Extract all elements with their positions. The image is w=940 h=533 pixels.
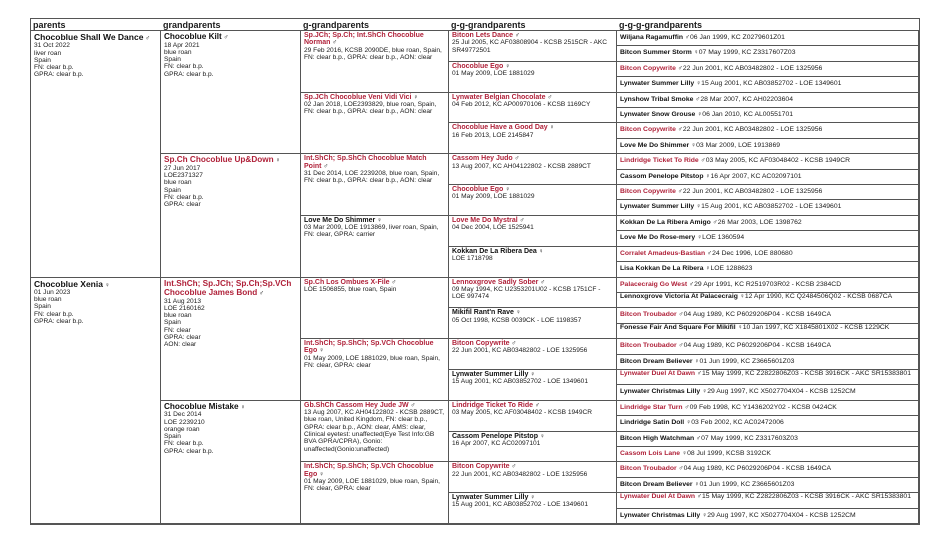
dog-detail-line: GPRA: clear b.p. — [34, 317, 84, 325]
dog-name[interactable]: Bitcon Troubador — [620, 342, 677, 350]
dog-cell-gen5 — [617, 447, 919, 462]
dog-details: 01 May 2009, LOE 1881029 — [452, 70, 535, 78]
dog-cell-gen4 — [449, 154, 617, 185]
dog-name[interactable]: Sp.Ch Los Ombues X-File — [304, 278, 390, 286]
dog-cell-gen3 — [301, 278, 449, 340]
dog-detail-line: Spain — [164, 186, 181, 194]
female-symbol-icon: ♀ — [104, 281, 110, 289]
dog-name[interactable]: Chocoblue Xenia — [34, 278, 103, 289]
dog-name[interactable]: Lynwater Snow Grouse — [620, 111, 696, 119]
dog-cell-gen5 — [617, 478, 919, 493]
dog-cell-gen3 — [301, 154, 449, 216]
dog-name[interactable]: Int.ShCh; Sp.ShCh; Sp.VCh Chocoblue Ego — [304, 463, 434, 478]
female-symbol-icon: ♀ — [539, 432, 545, 440]
dog-details: LOE 1506855, blue roan, Spain — [304, 285, 397, 293]
dog-details: 22 Jun 2001, KC AB03482802 - LOE 1325956 — [682, 126, 823, 134]
dog-name[interactable]: Int.ShCh; Sp.JCh; Sp.Ch;Sp.VCh Chocoblue James Bond — [164, 278, 292, 297]
dog-cell-gen4 — [449, 493, 617, 524]
dog-name[interactable]: Palacecraig Go West — [620, 280, 688, 288]
dog-cell-gen4 — [449, 401, 617, 432]
dog-details: 15 May 1999, KC Z2822806Z03 - KCSB 3916CK - AKC SR15383801 — [702, 493, 911, 501]
male-symbol-icon: ♂ — [391, 278, 397, 286]
dog-details: 01 Jun 1999, KC Z3665601Z03 — [699, 480, 795, 488]
dog-details: 15 May 1999, KC Z2822806Z03 - KCSB 3916CK - AKC SR15383801 — [702, 369, 911, 377]
dog-details: 16 Feb 2013, LOE 2145847 — [452, 131, 534, 139]
dog-name[interactable]: Sp.JCh Chocoblue Veni Vidi Vici — [304, 93, 412, 101]
dog-detail-line: GPRA: clear — [164, 333, 201, 341]
male-symbol-icon: ♂ — [678, 342, 684, 350]
dog-name[interactable]: Chocoblue Ego — [452, 186, 504, 194]
dog-details: 29 Feb 2016, KCSB 2090DE, blue roan, Spain, FN: clear b.p., GPRA: clear b.p., AON: clear — [304, 46, 442, 61]
male-symbol-icon: ♂ — [514, 32, 520, 39]
dog-detail-line: FN: clear b.p. — [164, 440, 204, 448]
dog-cell-gen2 — [161, 278, 301, 401]
male-symbol-icon: ♂ — [511, 463, 517, 471]
female-symbol-icon: ♀ — [696, 203, 702, 211]
dog-name[interactable]: Lennoxgrove Victoria At Palacecraig — [620, 292, 738, 300]
dog-name[interactable]: Corralet Amadeus-Bastian — [620, 249, 706, 257]
dog-name[interactable]: Lynwater Christmas Lilly — [620, 388, 701, 396]
dog-cell-gen4 — [449, 185, 617, 216]
dog-name[interactable]: Cassom Penelope Pitstop — [452, 432, 538, 440]
dog-details: 03 Mar 2009, LOE 1913869, liver roan, Spain, FN: clear, GPRA: carrier — [304, 224, 439, 239]
dog-details: 15 Aug 2001, KC AB03852702 - LOE 1349601 — [452, 501, 589, 509]
female-symbol-icon: ♀ — [515, 309, 521, 317]
dog-name[interactable]: Lennoxgrove Sadly Sober — [452, 278, 539, 286]
dog-cell-gen5 — [617, 370, 919, 385]
dog-details: 04 Aug 1989, KC P6029206P04 - KCSB 1649CA — [683, 342, 832, 350]
female-symbol-icon: ♀ — [691, 141, 697, 149]
dog-details: 01 May 2009, LOE 1881029, blue roan, Spain, FN: clear, GPRA: clear — [304, 477, 441, 493]
dog-details: 10 Jan 1997, KC X1845801X02 - KCSB 1229CK — [742, 323, 890, 331]
dog-details: 13 Aug 2007, KC AH04122802 - KCSB 2889CT — [452, 162, 591, 170]
dog-cell-gen5 — [617, 262, 919, 277]
female-symbol-icon: ♀ — [702, 511, 708, 519]
male-symbol-icon: ♂ — [696, 434, 702, 442]
female-symbol-icon: ♀ — [694, 357, 700, 365]
dog-name[interactable]: Bitcon Copywrite — [452, 340, 510, 348]
dog-name[interactable]: Bitcon High Watchman — [620, 434, 695, 442]
dog-details: 01 May 2009, LOE 1881029, blue roan, Spain, FN: clear, GPRA: clear — [304, 354, 441, 370]
dog-name[interactable]: Love Me Do Rose-mery — [620, 234, 696, 242]
dog-details: 04 Aug 1989, KC P6029206P04 - KCSB 1649CA — [683, 465, 832, 473]
dog-detail-line: Spain — [164, 319, 181, 327]
dog-cell-gen5 — [617, 324, 919, 339]
dog-name[interactable]: Sp.JCh; Sp.Ch; Int.ShCh Chocoblue Norman — [304, 32, 424, 47]
male-symbol-icon: ♂ — [514, 155, 520, 163]
dog-name[interactable]: Love Me Do Shimmer — [620, 141, 690, 149]
male-symbol-icon: ♂ — [677, 188, 683, 196]
dog-details: 01 Jun 1999, KC Z3665601Z03 — [699, 357, 795, 365]
dog-cell-gen5 — [617, 509, 919, 524]
dog-detail-line: AON: clear — [164, 341, 197, 349]
dog-cell-gen3 — [301, 462, 449, 524]
male-symbol-icon: ♂ — [511, 340, 517, 348]
dog-details: 09 May 1994, KC U2353201U02 - KCSB 1751CF - LOE 997474 — [452, 285, 601, 301]
dog-name[interactable]: Lynwater Summer Lilly — [620, 80, 695, 88]
male-symbol-icon: ♂ — [707, 249, 713, 257]
male-symbol-icon: ♂ — [547, 93, 553, 101]
dog-details: 15 Aug 2001, KC AB03852702 - LOE 1349601 — [701, 80, 842, 88]
dog-detail-line: LOE 2239210 — [164, 418, 205, 426]
dog-name[interactable]: Lynshow Tribal Smoke — [620, 95, 694, 103]
dog-name[interactable]: Bitcon Lets Dance — [452, 32, 514, 39]
dog-name[interactable]: Bitcon Dream Believer — [620, 357, 693, 365]
dog-detail-line: 01 Jun 2023 — [34, 288, 71, 296]
male-symbol-icon: ♂ — [519, 216, 525, 224]
dog-details: 22 Jun 2001, KC AB03482802 - LOE 1325956 — [682, 64, 823, 72]
dog-detail-line: blue roan — [164, 312, 192, 320]
dog-name[interactable]: Int.ShCh; Sp.ShCh; Sp.VCh Chocoblue Ego — [304, 340, 434, 355]
female-symbol-icon: ♀ — [530, 370, 536, 378]
dog-detail-line: blue roan — [164, 48, 192, 56]
dog-cell-gen5 — [617, 401, 919, 416]
dog-cell-gen3 — [301, 93, 449, 155]
dog-details: 08 Jul 1999, KCSB 3192CK — [687, 449, 771, 457]
dog-detail-line: FN: clear — [164, 326, 191, 334]
dog-cell-gen5 — [617, 339, 919, 354]
female-symbol-icon: ♀ — [681, 449, 688, 457]
dog-detail-line: GPRA: clear b.p. — [164, 447, 214, 455]
dog-cell-gen4 — [449, 278, 617, 309]
dog-detail-line: blue roan — [164, 179, 192, 187]
dog-details: 26 Mar 2003, LOE 1398762 — [717, 218, 802, 226]
dog-name[interactable]: Bitcon Copywrite — [452, 463, 510, 471]
dog-cell-gen4 — [449, 339, 617, 370]
dog-cell-gen5 — [617, 46, 919, 61]
dog-details: 28 Mar 2007, KC AH02203604 — [700, 95, 793, 103]
dog-details: 24 Dec 1996, LOE 880680 — [712, 249, 793, 257]
dog-detail-line: liver roan — [34, 49, 62, 57]
male-symbol-icon: ♂ — [700, 157, 706, 165]
dog-name[interactable]: Cassom Penelope Pitstop — [620, 172, 704, 180]
dog-name[interactable]: Wiljana Ragamuffin — [620, 34, 684, 41]
dog-cell-gen2 — [161, 154, 301, 277]
dog-cell-gen5 — [617, 185, 919, 200]
dog-name[interactable]: Lisa Kokkan De La Ribera — [620, 265, 704, 273]
male-symbol-icon: ♂ — [677, 64, 683, 72]
female-symbol-icon: ♀ — [686, 419, 692, 427]
male-symbol-icon: ♂ — [540, 278, 546, 286]
dog-name[interactable]: Lindridge Ticket To Ride — [620, 157, 699, 165]
dog-details: LOE 1288623 — [710, 265, 753, 273]
header-grandparents: grandparents — [161, 19, 301, 31]
dog-cell-gen5 — [617, 31, 919, 46]
dog-details: 29 Apr 1991, KC R2519703R02 - KCSB 2384CD — [694, 280, 842, 288]
dog-cell-gen3 — [301, 216, 449, 278]
dog-name[interactable]: Mikifil Rant'n Rave — [452, 309, 514, 317]
male-symbol-icon: ♂ — [678, 465, 684, 473]
male-symbol-icon: ♂ — [677, 126, 683, 134]
dog-details: 12 Apr 1990, KC Q2484506Q02 - KCSB 0687CA — [744, 292, 893, 300]
dog-detail-line: Spain — [164, 56, 181, 64]
dog-details: 06 Jan 1999, KC Z0279601Z01 — [690, 34, 785, 41]
dog-details: 07 May 1999, KC Z3317603Z03 — [701, 434, 798, 442]
dog-name[interactable]: Lindridge Star Turn — [620, 403, 683, 411]
dog-cell-gen5 — [617, 432, 919, 447]
dog-name[interactable]: Lynwater Summer Lilly — [452, 370, 529, 378]
header-g-g-grandparents: g-g-grandparents — [449, 19, 617, 31]
dog-details: 15 Aug 2001, KC AB03852702 - LOE 1349601 — [701, 203, 842, 211]
dog-name[interactable]: Sp.Ch Chocoblue Up&Down — [164, 155, 274, 165]
dog-name[interactable]: Chocoblue Shall We Dance — [34, 32, 144, 42]
dog-detail-line: LOE 2160162 — [164, 304, 205, 312]
male-symbol-icon: ♂ — [695, 95, 701, 103]
dog-cell-gen1 — [31, 31, 161, 278]
dog-details: 04 Dec 2004, LOE 1525941 — [452, 224, 534, 232]
dog-cell-gen2 — [161, 401, 301, 524]
dog-detail-line: 31 Dec 2014 — [164, 411, 202, 419]
male-symbol-icon: ♂ — [410, 401, 416, 409]
dog-detail-line: LOE2371327 — [164, 172, 203, 180]
dog-cell-gen5 — [617, 216, 919, 231]
male-symbol-icon: ♂ — [323, 162, 329, 170]
dog-cell-gen4 — [449, 432, 617, 463]
dog-detail-line: blue roan — [34, 296, 62, 304]
dog-name[interactable]: Bitcon Copywrite — [620, 64, 676, 72]
female-symbol-icon: ♀ — [538, 247, 544, 255]
dog-name[interactable]: Lynwater Belgian Chocolate — [452, 93, 546, 101]
dog-cell-gen5 — [617, 139, 919, 154]
dog-detail-line: Spain — [34, 56, 51, 64]
male-symbol-icon: ♂ — [678, 311, 684, 319]
dog-name[interactable]: Int.ShCh; Sp.ShCh Chocoblue Match Point — [304, 155, 427, 170]
dog-cell-gen4 — [449, 462, 617, 493]
dog-name[interactable]: Bitcon Copywrite — [620, 126, 676, 134]
female-symbol-icon: ♀ — [505, 186, 511, 194]
female-symbol-icon: ♀ — [413, 93, 419, 101]
dog-detail-line: FN: clear b.p. — [34, 64, 74, 72]
dog-cell-gen4 — [449, 62, 617, 93]
dog-name[interactable]: Chocoblue Have a Good Day — [452, 124, 548, 132]
female-symbol-icon: ♀ — [737, 323, 743, 331]
dog-name[interactable]: Chocoblue Ego — [452, 62, 504, 70]
female-symbol-icon: ♀ — [549, 124, 555, 132]
dog-details: 03 May 2005, KC AF03048402 - KCSB 1949CR — [705, 157, 851, 165]
male-symbol-icon: ♂ — [684, 403, 690, 411]
male-symbol-icon: ♂ — [696, 369, 703, 377]
dog-cell-gen5 — [617, 93, 919, 108]
dog-cell-gen4 — [449, 93, 617, 124]
dog-details: 22 Jun 2001, KC AB03482802 - LOE 1325956 — [452, 470, 588, 478]
dog-details: 15 Aug 2001, KC AB03852702 - LOE 1349601 — [452, 378, 589, 386]
female-symbol-icon: ♀ — [739, 292, 745, 300]
female-symbol-icon: ♀ — [505, 62, 511, 70]
dog-details: 05 Oct 1998, KCSB 0039CK - LOE 1198357 — [452, 316, 582, 324]
dog-detail-line: FN: clear b.p. — [164, 193, 204, 201]
dog-cell-gen5 — [617, 200, 919, 215]
dog-cell-gen1 — [31, 278, 161, 525]
dog-cell-gen4 — [449, 216, 617, 247]
dog-details: 02 Jan 2018, LOE2393829, blue roan, Spain, FN: clear b.p., GPRA: clear b.p., AON: clear — [304, 100, 437, 116]
male-symbol-icon: ♂ — [259, 290, 265, 297]
female-symbol-icon: ♀ — [377, 216, 382, 224]
dog-cell-gen4 — [449, 31, 617, 62]
dog-cell-gen4 — [449, 308, 617, 339]
dog-cell-gen2 — [161, 31, 301, 154]
dog-detail-line: GPRA: clear b.p. — [164, 70, 214, 78]
male-symbol-icon: ♂ — [696, 493, 703, 501]
dog-name[interactable]: Lindridge Ticket To Ride — [452, 401, 534, 409]
dog-details: 04 Feb 2012, KC AP00970106 - KCSB 1169CY — [452, 100, 591, 108]
dog-detail-line: 31 Aug 2013 — [164, 297, 202, 305]
male-symbol-icon: ♂ — [689, 280, 695, 288]
female-symbol-icon: ♀ — [240, 403, 246, 411]
dog-details: LOE 1718798 — [452, 254, 493, 262]
dog-name[interactable]: Cassom Lois Lane — [620, 449, 681, 457]
dog-detail-line: Spain — [164, 433, 181, 441]
dog-detail-line: 27 Jun 2017 — [164, 164, 201, 172]
dog-name[interactable]: Bitcon Troubador — [620, 465, 677, 473]
female-symbol-icon: ♀ — [693, 49, 699, 57]
dog-detail-line: 31 Oct 2022 — [34, 42, 70, 50]
dog-details: 31 Dec 2014, LOE 2239208, blue roan, Spain, FN: clear b.p., GPRA: clear b.p., AON: clear — [304, 169, 440, 185]
dog-detail-line: GPRA: clear b.p. — [34, 71, 84, 79]
dog-name[interactable]: Love Me Do Mystral — [452, 216, 518, 224]
dog-cell-gen5 — [617, 247, 919, 262]
dog-details: 09 Feb 1998, KC Y1436202Y02 - KCSB 0424CK — [689, 403, 837, 411]
header-parents: parents — [31, 19, 161, 31]
dog-details: 29 Aug 1997, KC X5027704X04 - KCSB 1252CM — [707, 511, 856, 519]
dog-cell-gen5 — [617, 355, 919, 370]
male-symbol-icon: ♂ — [332, 39, 338, 47]
dog-name[interactable]: Chocoblue Mistake — [164, 401, 239, 411]
dog-details: 29 Aug 1997, KC X5027704X04 - KCSB 1252CM — [707, 388, 856, 396]
dog-detail-line: GPRA: clear — [164, 201, 201, 209]
dog-cell-gen5 — [617, 108, 919, 123]
dog-cell-gen5 — [617, 170, 919, 185]
dog-detail-line: FN: clear b.p. — [34, 310, 74, 318]
dog-details: 03 Feb 2002, KC AC02472006 — [691, 419, 784, 427]
dog-details: 06 Jan 2010, KC AL00551701 — [702, 111, 793, 119]
dog-details: 03 Mar 2009, LOE 1913869 — [696, 141, 781, 149]
dog-name[interactable]: Gb.ShCh Cassom Hey Jude JW — [304, 401, 409, 409]
female-symbol-icon: ♀ — [696, 80, 702, 88]
dog-cell-gen4 — [449, 123, 617, 154]
dog-cell-gen4 — [449, 247, 617, 278]
female-symbol-icon: ♀ — [697, 234, 703, 242]
female-symbol-icon: ♀ — [694, 480, 700, 488]
dog-cell-gen5 — [617, 278, 919, 293]
dog-details: 03 May 2005, KC AF03048402 - KCSB 1949CR — [452, 409, 593, 417]
dog-details: 16 Apr 2007, KC AC02097101 — [710, 172, 802, 180]
dog-cell-gen5 — [617, 231, 919, 246]
female-symbol-icon: ♀ — [705, 172, 711, 180]
dog-details: 01 May 2009, LOE 1881029 — [452, 193, 535, 201]
dog-details: 22 Jun 2001, KC AB03482802 - LOE 1325956 — [452, 347, 588, 355]
dog-name[interactable]: Cassom Hey Judo — [452, 155, 513, 163]
dog-cell-gen5 — [617, 293, 919, 308]
dog-details: 07 May 1999, KC Z3317607Z03 — [698, 49, 796, 57]
dog-details: 16 Apr 2007, KC AC02097101 — [452, 439, 541, 447]
dog-details: 22 Jun 2001, KC AB03482802 - LOE 1325956 — [682, 188, 823, 196]
dog-cell-gen5 — [617, 416, 919, 431]
dog-name[interactable]: Lynwater Summer Lilly — [620, 203, 695, 211]
dog-name[interactable]: Lynwater Summer Lilly — [452, 494, 529, 502]
male-symbol-icon: ♂ — [534, 401, 540, 409]
dog-cell-gen5 — [617, 123, 919, 138]
dog-cell-gen5 — [617, 493, 919, 508]
dog-name[interactable]: Lynwater Duel At Dawn — [620, 369, 696, 377]
dog-name[interactable]: Bitcon Troubador — [620, 311, 677, 319]
dog-name[interactable]: Lindridge Satin Doll — [620, 419, 685, 427]
dog-cell-gen3 — [301, 401, 449, 463]
dog-detail-line: 18 Apr 2021 — [164, 41, 200, 49]
male-symbol-icon: ♂ — [712, 218, 718, 226]
dog-details: LOE 1360594 — [702, 234, 745, 242]
dog-name[interactable]: Love Me Do Shimmer — [304, 216, 376, 224]
header-g-g-g-grandparents: g-g-g-grandparents — [617, 19, 919, 31]
dog-cell-gen5 — [617, 462, 919, 477]
header-g-grandparents: g-grandparents — [301, 19, 449, 31]
dog-cell-gen5 — [617, 385, 919, 400]
dog-details: 25 Jul 2005, KC AF03808904 - KCSB 2515CR - AKC SR49772501 — [452, 39, 608, 54]
dog-cell-gen4 — [449, 370, 617, 401]
dog-details: 13 Aug 2007, KC AH04122802 - KCSB 2889CT, blue roan, United Kingdom, FN: clear b.p., GPRA: clear b.p., AON: clear, AMS: clear, Clinical eyetest: unaffected(Eye Test Info:GB BVA GPRA/CPRA), Gonio: unaffected(Gonio:unaffected) — [304, 409, 445, 453]
male-symbol-icon: ♂ — [684, 34, 691, 41]
female-symbol-icon: ♀ — [275, 157, 281, 165]
dog-cell-gen5 — [617, 77, 919, 92]
dog-cell-gen5 — [617, 62, 919, 77]
dog-name[interactable]: Fonesse Fair And Square For Mikifil — [620, 323, 736, 331]
dog-details: 04 Aug 1989, KC P6029206P04 - KCSB 1649CA — [683, 311, 832, 319]
male-symbol-icon: ♂ — [145, 35, 151, 42]
female-symbol-icon: ♀ — [702, 388, 708, 396]
dog-cell-gen3 — [301, 31, 449, 93]
dog-detail-line: Spain — [34, 303, 51, 311]
female-symbol-icon: ♀ — [319, 347, 325, 355]
dog-name[interactable]: Bitcon Dream Believer — [620, 480, 693, 488]
dog-name[interactable]: Kokkan De La Ribera Dea — [452, 247, 537, 255]
dog-name[interactable]: Chocoblue Kilt — [164, 32, 222, 41]
dog-name[interactable]: Bitcon Copywrite — [620, 188, 676, 196]
dog-detail-line: FN: clear b.p. — [164, 63, 204, 71]
male-symbol-icon: ♂ — [223, 34, 229, 41]
female-symbol-icon: ♀ — [705, 265, 711, 273]
dog-name[interactable]: Lynwater Duel At Dawn — [620, 493, 696, 501]
female-symbol-icon: ♀ — [697, 111, 703, 119]
dog-name[interactable]: Bitcon Summer Storm — [620, 49, 692, 57]
dog-cell-gen5 — [617, 308, 919, 323]
dog-cell-gen5 — [617, 154, 919, 169]
dog-name[interactable]: Lynwater Christmas Lilly — [620, 511, 701, 519]
dog-detail-line: orange roan — [164, 425, 200, 433]
pedigree-table — [30, 18, 920, 525]
female-symbol-icon: ♀ — [530, 494, 536, 502]
female-symbol-icon: ♀ — [319, 470, 325, 478]
dog-name[interactable]: Kokkan De La Ribera Amigo — [620, 218, 711, 226]
dog-cell-gen3 — [301, 339, 449, 401]
